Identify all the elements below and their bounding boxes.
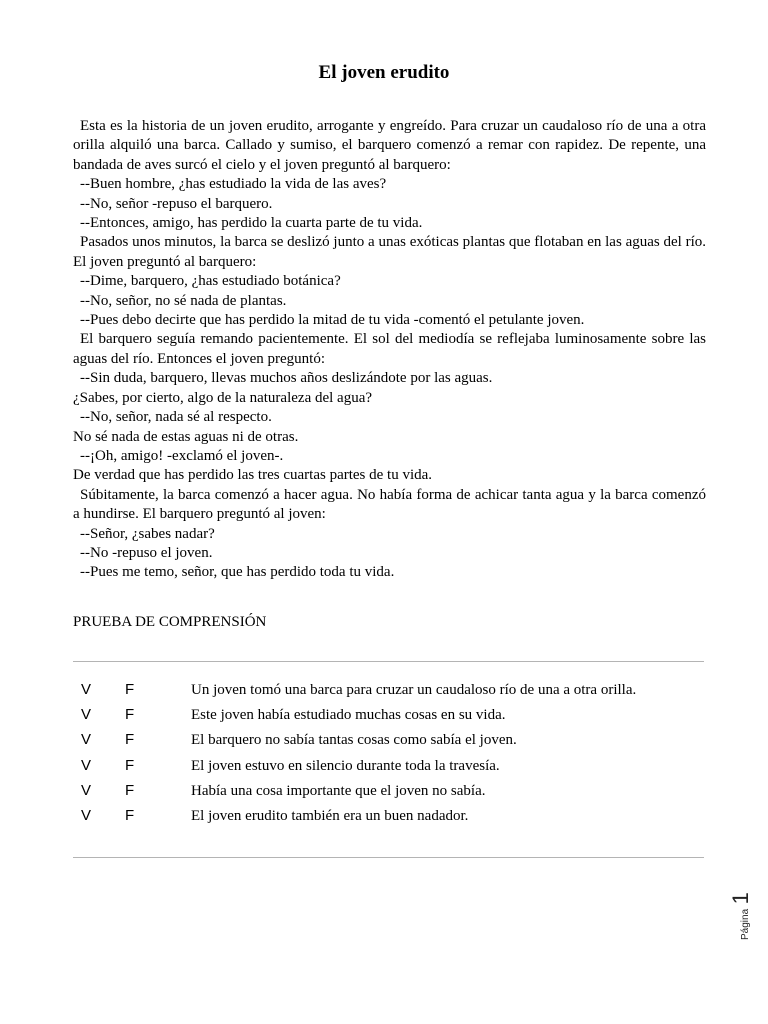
quiz-statement: Había una cosa importante que el joven no sabía. — [191, 782, 486, 799]
false-option[interactable]: F — [125, 781, 135, 799]
true-option[interactable]: V — [81, 731, 92, 749]
document-title: El joven erudito — [318, 62, 450, 83]
story-paragraph: --No -repuso el joven. — [80, 544, 213, 561]
story-paragraph: --Pues me temo, señor, que has perdido toda tu vida. — [80, 564, 395, 581]
story-paragraph: No sé nada de estas aguas ni de otras. — [73, 428, 299, 445]
false-option[interactable]: F — [125, 681, 135, 698]
true-option[interactable]: V — [81, 781, 92, 799]
story-paragraph: --Sin duda, barquero, llevas muchos años deslizándote por las aguas. — [80, 370, 493, 387]
quiz-item — [73, 780, 706, 805]
story-paragraph: --No, señor -repuso el barquero. — [80, 195, 273, 212]
divider-bottom — [73, 857, 704, 858]
quiz-statement: El joven estuvo en silencio durante toda la travesía. — [191, 757, 500, 774]
story-paragraph: --Buen hombre, ¿has estudiado la vida de las aves? — [80, 176, 387, 193]
quiz-statement: El joven erudito también era un buen nadador. — [191, 807, 469, 824]
story-paragraph: --Señor, ¿sabes nadar? — [80, 525, 215, 542]
true-option[interactable]: V — [81, 756, 92, 774]
false-option[interactable]: F — [125, 756, 135, 774]
page-label: Página — [740, 908, 751, 940]
quiz-item — [73, 704, 706, 729]
story-paragraph: El barquero seguía remando pacientemente. El sol del mediodía se reflejaba luminosamente sobre las aguas del río. Entonces el joven preguntó: — [73, 331, 706, 367]
page-number-value: 1 — [728, 892, 753, 905]
true-option[interactable]: V — [81, 706, 92, 724]
story-paragraph: --¡Oh, amigo! -exclamó el joven-. — [80, 447, 284, 464]
false-option[interactable]: F — [125, 806, 135, 824]
quiz-item — [73, 729, 706, 754]
story-paragraph: Pasados unos minutos, la barca se deslizó junto a unas exóticas plantas que flotaban en las aguas del río. El joven preguntó al barquero: — [73, 234, 706, 270]
story-paragraph: ¿Sabes, por cierto, algo de la naturaleza del agua? — [73, 389, 373, 406]
quiz-item — [73, 679, 706, 704]
story-paragraph: Súbitamente, la barca comenzó a hacer agua. No había forma de achicar tanta agua y la barca comenzó a hundirse. El barquero preguntó al joven: — [73, 486, 706, 523]
story-paragraph: --Pues debo decirte que has perdido la mitad de tu vida -comentó el petulante joven. — [80, 312, 585, 329]
story-body — [73, 117, 706, 583]
false-option[interactable]: F — [125, 731, 135, 749]
story-paragraph: De verdad que has perdido las tres cuartas partes de tu vida. — [73, 467, 433, 484]
page-number — [728, 892, 754, 940]
divider-top — [73, 661, 704, 662]
quiz-item — [73, 805, 706, 830]
story-paragraph: --Entonces, amigo, has perdido la cuarta parte de tu vida. — [80, 215, 423, 232]
quiz-statement: Este joven había estudiado muchas cosas en su vida. — [191, 707, 506, 724]
quiz-statement: El barquero no sabía tantas cosas como sabía el joven. — [191, 732, 517, 749]
quiz-item — [73, 755, 706, 780]
story-paragraph: --No, señor, no sé nada de plantas. — [80, 292, 287, 309]
story-paragraph: --No, señor, nada sé al respecto. — [80, 409, 272, 426]
quiz-statement: Un joven tomó una barca para cruzar un caudaloso río de una a otra orilla. — [191, 682, 637, 698]
false-option[interactable]: F — [125, 706, 135, 724]
true-option[interactable]: V — [81, 806, 92, 824]
true-false-quiz — [73, 679, 706, 830]
true-option[interactable]: V — [81, 681, 92, 698]
story-paragraph: --Dime, barquero, ¿has estudiado botánica? — [80, 273, 341, 290]
story-paragraph: Esta es la historia de un joven erudito, arrogante y engreído. Para cruzar un caudaloso río de una a otra orilla alquiló una barca. Callado y sumiso, el barquero comenzó a remar con rapidez. De repente, una bandada de aves surcó el cielo y el joven preguntó al barquero: — [73, 118, 706, 173]
comprehension-test-heading: PRUEBA DE COMPRENSIÓN — [73, 614, 267, 630]
